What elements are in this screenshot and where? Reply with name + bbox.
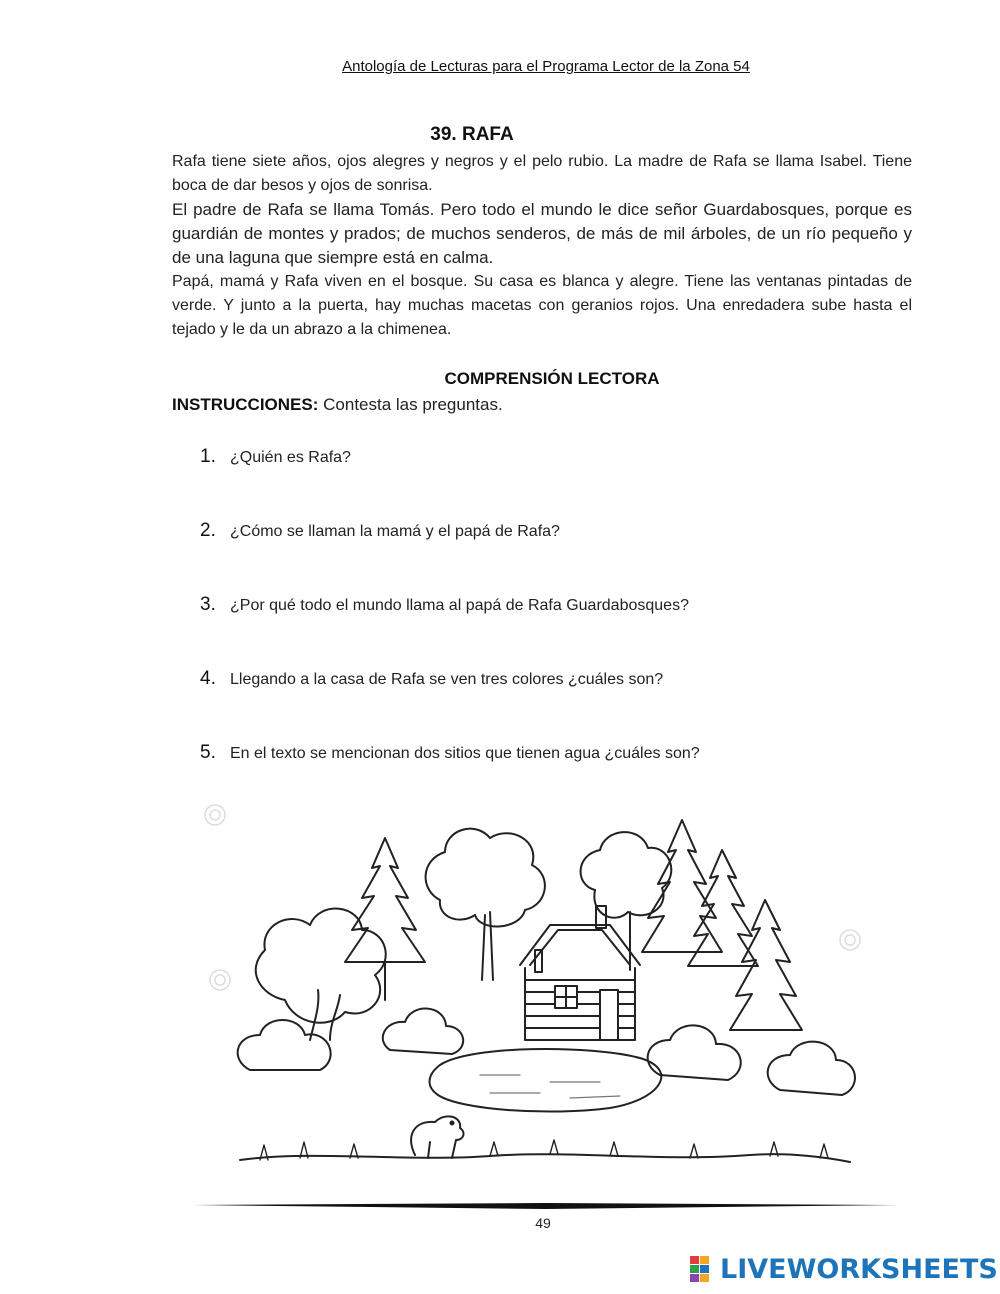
deciduous-tree-center-right [581,832,672,918]
instructions-label: INSTRUCCIONES: [172,395,319,414]
page-number: 49 [535,1215,551,1231]
log-cabin [520,906,640,1040]
pond [430,1049,662,1112]
footer-divider [193,1203,899,1209]
question-text: Llegando a la casa de Rafa se ven tres colores ¿cuáles son? [230,671,664,688]
liveworksheets-logo [690,1252,998,1286]
conifer-tree-right-2 [688,850,758,966]
conifer-tree-right-1 [642,820,722,952]
liveworksheets-wordmark: LIVEWORKSHEETS [720,1253,998,1285]
story-paragraph-2: El padre de Rafa se llama Tomás. Pero todo el mundo le dice señor Guardabosques, porque es guardián de montes y prados; de muchos senderos, de más de mil árboles, de un río pequeño y de una laguna que siempre está en calma. [172,200,912,267]
question-5 [200,742,700,764]
bush-left-center [383,1009,463,1054]
instructions-text: Contesta las preguntas. [318,395,503,414]
question-number: 4. [200,668,216,689]
deciduous-tree-left [256,909,386,1023]
question-text: ¿Quién es Rafa? [230,449,351,466]
question-text: ¿Cómo se llaman la mamá y el papá de Rafa? [230,523,560,540]
conifer-tree-left [345,838,425,962]
question-text: ¿Por qué todo el mundo llama al papá de Rafa Guardabosques? [230,597,689,614]
forest-cabin-illustration [190,790,890,1185]
question-1 [200,446,351,468]
instructions [172,395,503,415]
question-2 [200,520,560,542]
grass-ground [240,1154,850,1162]
bear-cub [411,1116,463,1158]
comprehension-title: COMPRENSIÓN LECTORA [444,369,660,388]
document-header: Antología de Lecturas para el Programa Lector de la Zona 54 [342,58,750,75]
question-3 [200,594,689,616]
bush-left [238,1020,331,1070]
deciduous-tree-center-left [426,829,545,927]
liveworksheets-blocks-icon [690,1256,720,1282]
question-number: 2. [200,520,216,541]
question-number: 1. [200,446,216,467]
question-4 [200,668,663,690]
bush-right [648,1025,741,1080]
story-paragraph-3: Papá, mamá y Rafa viven en el bosque. Su casa es blanca y alegre. Tiene las ventanas pintadas de verde. Y junto a la puerta, hay muchas macetas con geranios rojos. Una enredadera sube hasta el tejado y le da un abrazo a la chimenea. [172,273,912,338]
question-number: 3. [200,594,216,615]
question-number: 5. [200,742,216,763]
question-text: En el texto se mencionan dos sitios que tienen agua ¿cuáles son? [230,745,700,762]
story-title: 39. RAFA [430,124,514,145]
story-paragraph-1: Rafa tiene siete años, ojos alegres y negros y el pelo rubio. La madre de Rafa se llama Isabel. Tiene boca de dar besos y ojos de sonrisa. [172,153,912,194]
bush-far-right [768,1042,855,1095]
